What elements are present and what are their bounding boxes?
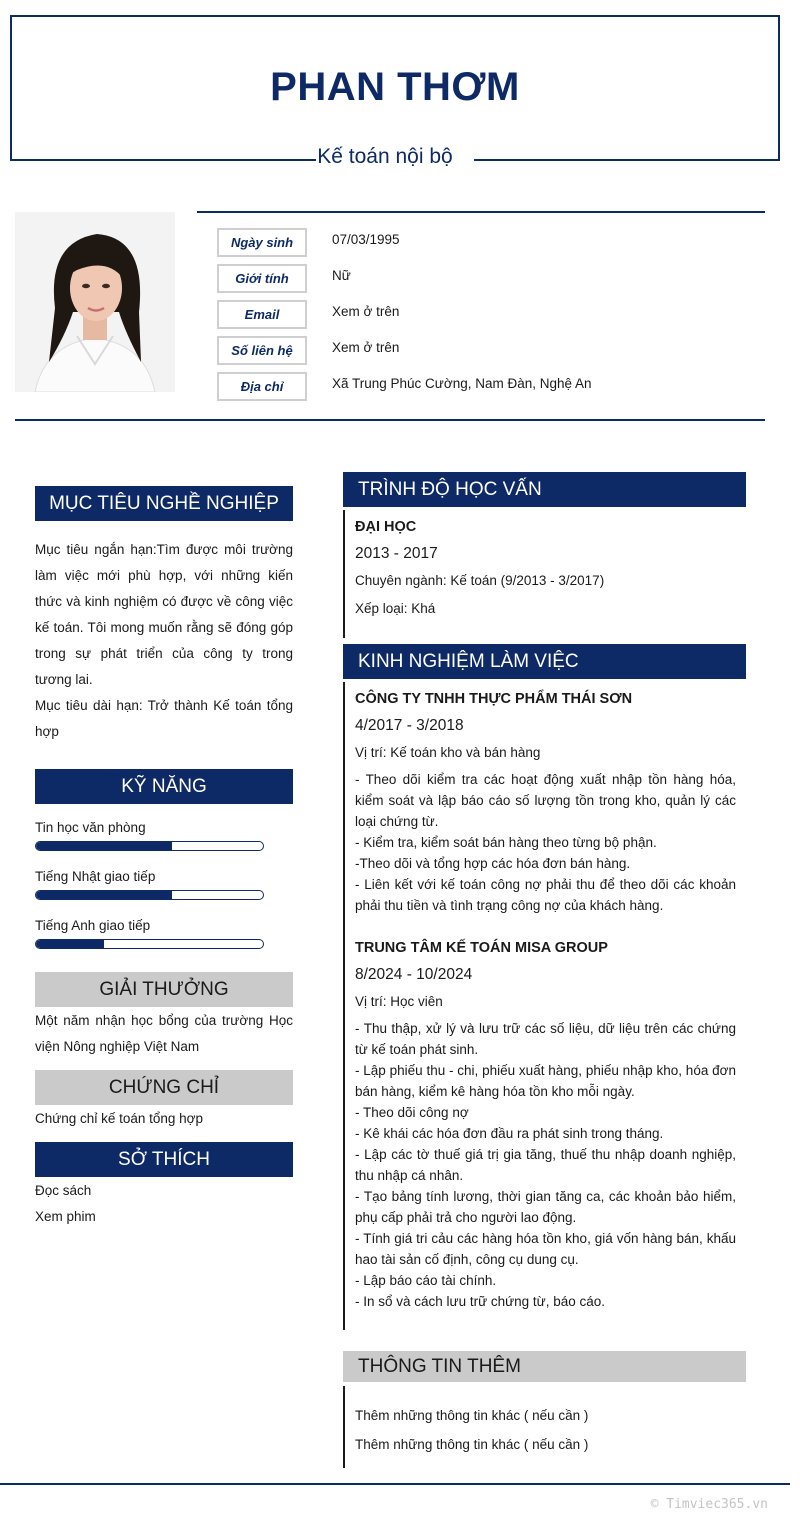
- section-title-hobbies: SỞ THÍCH: [35, 1142, 293, 1177]
- info-top-divider: [197, 211, 765, 213]
- experience-duty: - Theo dõi kiểm tra các hoạt động xuất nhập tồn hàng hóa, kiểm soát và lập báo cáo số lượng tồn trong kho, quản lý các loại chứng từ.: [355, 772, 736, 829]
- section-title-experience: KINH NGHIỆM LÀM VIỆC: [343, 644, 746, 679]
- experience-company: TRUNG TÂM KẾ TOÁN MISA GROUP: [355, 940, 608, 956]
- info-label: Số liên hệ: [217, 336, 307, 365]
- experience-duty: - Tính giá tri cảu các hàng hóa tồn kho, giá vốn hàng bán, khấu hao tài sản cố định, công cụ dung cụ.: [355, 1231, 736, 1267]
- experience-duty: - Kê khái các hóa đơn đầu ra phát sinh trong tháng.: [355, 1126, 664, 1141]
- experience-duty: -Theo dõi và tổng hợp các hóa đơn bán hàng.: [355, 856, 631, 871]
- info-value: Xã Trung Phúc Cường, Nam Đàn, Nghệ An: [332, 376, 592, 391]
- additional-info-timeline: [343, 1386, 345, 1468]
- hobby-item: Đọc sách: [35, 1183, 92, 1198]
- education-major: Chuyên ngành: Kế toán (9/2013 - 3/2017): [355, 573, 605, 588]
- section-title-skills: KỸ NĂNG: [35, 769, 293, 804]
- footer-credit: © Timviec365.vn: [650, 1497, 768, 1512]
- skill-level-fill: [36, 940, 104, 948]
- experience-duty: - Lập phiếu thu - chi, phiếu xuất hàng, phiếu nhập kho, hóa đơn bán hàng, kiểm kê hàng hóa tồn kho mỗi ngày.: [355, 1063, 736, 1099]
- skill-level-bar: [35, 939, 264, 949]
- experience-duty: - Tạo bảng tính lương, thời gian tăng ca, các khoản bảo hiểm, phụ cấp phải trả cho người lao động.: [355, 1189, 736, 1225]
- info-label: Giới tính: [217, 264, 307, 293]
- experience-entry: [355, 691, 736, 916]
- footer-divider: [0, 1483, 790, 1485]
- skill-level-fill: [36, 842, 172, 850]
- education-school: ĐẠI HỌC: [355, 519, 417, 535]
- skill-name: Tiếng Nhật giao tiếp: [35, 869, 156, 884]
- additional-info-entry: [355, 1408, 736, 1452]
- experience-position: Vị trí: Kế toán kho và bán hàng: [355, 745, 541, 760]
- info-label: Ngày sinh: [217, 228, 307, 257]
- section-title-education: TRÌNH ĐỘ HỌC VẤN: [343, 472, 746, 507]
- profile-photo: [15, 212, 175, 392]
- experience-period: 4/2017 - 3/2018: [355, 717, 464, 734]
- skill-level-bar: [35, 890, 264, 900]
- skill-name: Tin học văn phòng: [35, 820, 146, 835]
- additional-info-item: Thêm những thông tin khác ( nếu cần ): [355, 1437, 589, 1452]
- experience-duty: - Lập các tờ thuế giá trị gia tăng, thuế thu nhập doanh nghiệp, thu nhập cá nhân.: [355, 1147, 736, 1183]
- candidate-name: PHAN THƠM: [270, 65, 520, 109]
- experience-duty: - Theo dõi công nợ: [355, 1105, 469, 1120]
- education-period: 2013 - 2017: [355, 545, 438, 562]
- experience-duty: - Liên kết với kế toán công nợ phải thu để theo dõi các khoản phải thu tiền và tình trạng công nợ của khách hàng.: [355, 877, 736, 913]
- experience-entry: [355, 940, 736, 1312]
- objective-long-term: Mục tiêu dài hạn: Trở thành Kế toán tổng hợp: [35, 698, 293, 739]
- experience-company: CÔNG TY TNHH THỰC PHẨM THÁI SƠN: [355, 691, 633, 707]
- additional-info-item: Thêm những thông tin khác ( nếu cần ): [355, 1408, 589, 1423]
- info-label: Email: [217, 300, 307, 329]
- education-timeline: [343, 510, 345, 638]
- certificates-text: Chứng chỉ kế toán tổng hợp: [35, 1111, 203, 1126]
- objective-short-term: Mục tiêu ngắn hạn:Tìm được môi trường làm việc mới phù hợp, với những kiến thức và kinh nghiệm có được về công việc kế toán. Tôi mong muốn rằng sẽ đóng góp trong sự phát triển của công ty trong tương lai.: [35, 542, 293, 687]
- info-value: 07/03/1995: [332, 232, 400, 247]
- info-value: Xem ở trên: [332, 304, 400, 319]
- experience-period: 8/2024 - 10/2024: [355, 966, 473, 983]
- experience-timeline: [343, 682, 345, 1330]
- education-entry: [355, 519, 736, 616]
- info-value: Nữ: [332, 268, 351, 283]
- awards-text: Một năm nhận học bổng của trường Học viện Nông nghiệp Việt Nam: [35, 1013, 293, 1054]
- experience-duty: - Kiểm tra, kiểm soát bán hàng theo từng bộ phận.: [355, 835, 657, 850]
- section-title-awards: GIẢI THƯỞNG: [35, 972, 293, 1007]
- info-label: Địa chỉ: [217, 372, 307, 401]
- job-title: Kế toán nội bộ: [317, 145, 453, 168]
- info-bottom-divider: [15, 419, 765, 421]
- skill-level-fill: [36, 891, 172, 899]
- section-title-objective: MỤC TIÊU NGHỀ NGHIỆP: [35, 486, 293, 521]
- header-frame: [10, 15, 780, 161]
- section-title-additional-info: THÔNG TIN THÊM: [343, 1351, 746, 1382]
- skill-level-bar: [35, 841, 264, 851]
- section-title-certificates: CHỨNG CHỈ: [35, 1070, 293, 1105]
- experience-duty: - In sổ và cách lưu trữ chứng từ, báo cáo.: [355, 1294, 606, 1309]
- info-value: Xem ở trên: [332, 340, 400, 355]
- experience-position: Vị trí: Học viên: [355, 994, 443, 1009]
- experience-duty: - Lập báo cáo tài chính.: [355, 1273, 497, 1288]
- skill-name: Tiếng Anh giao tiếp: [35, 918, 151, 933]
- hobby-item: Xem phim: [35, 1209, 96, 1224]
- education-grade: Xếp loại: Khá: [355, 601, 436, 616]
- experience-duty: - Thu thập, xử lý và lưu trữ các số liệu, dữ liệu trên các chứng từ kế toán phát sinh.: [355, 1021, 736, 1057]
